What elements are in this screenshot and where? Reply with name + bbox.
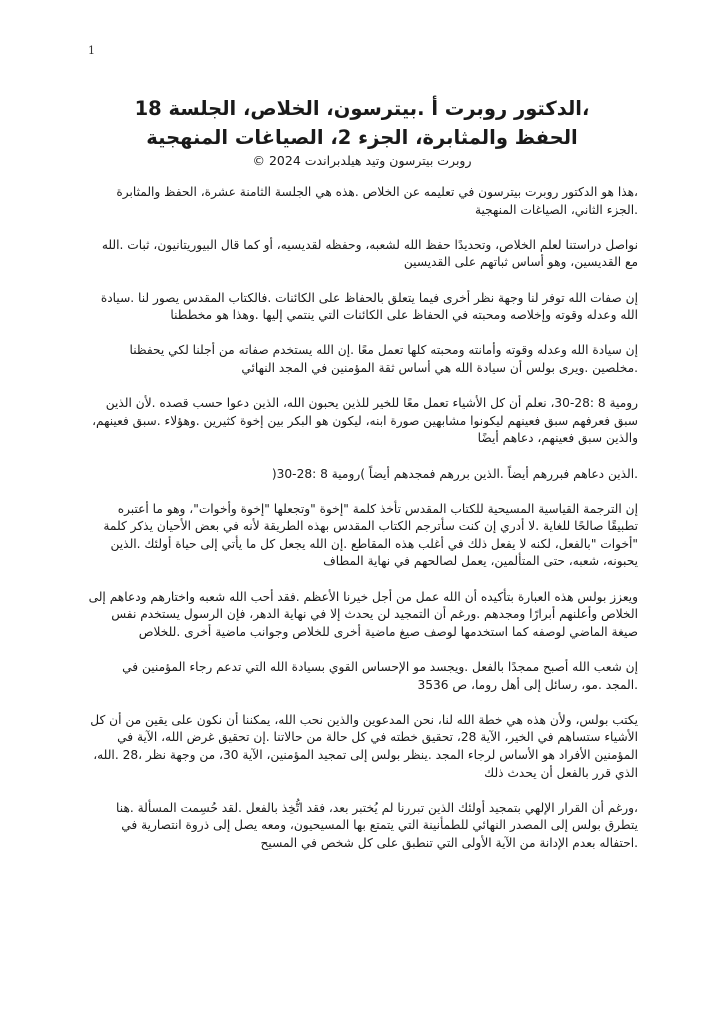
document-body xyxy=(88,184,638,870)
paragraph: رومية 8 :28-30، نعلم أن كل الأشياء تعمل معًا للخير للذين يحبون الله، الذين دعوا حسب قصده .لأن الذين سبق فعرفهم سبق فعينهم ليكونوا مشابهين صورة ابنه، ليكون هو البكر بين إخوة كثيرين .وهؤلاء .سبق فعينهم، والذين سبق فعينهم، دعاهم أيضًا xyxy=(92,396,638,446)
paragraph: .الذين دعاهم فبررهم أيضاً .الذين بررهم فمجدهم أيضاً )رومية 8 :28-30( xyxy=(271,466,638,481)
document-title-line-1: ،الدكتور روبرت أ .بيترسون، الخلاص، الجلسة 18 xyxy=(134,97,590,120)
paragraph: ويعزز بولس هذه العبارة بتأكيده أن الله عمل من أجل خيرنا الأعظم .فقد أحب الله شعبه واختارهم ودعاهم إلى الخلاص وأعلنهم أبرارًا ومجدهم .ورغم أن التمجيد لن يحدث إلا في نهاية الدهر، فإن الرسول يستخدم نفس صيغة الماضي لوصفه كما استخدمها لوصف صيغ ماضية أخرى للخلاص وجوانب ماضية أخرى .للخلاص xyxy=(88,589,638,639)
paragraph: ،هذا هو الدكتور روبرت بيترسون في تعليمه عن الخلاص .هذه هي الجلسة الثامنة عشرة، الحفظ والمثابرة .الجزء الثاني، الصياغات المنهجية xyxy=(116,185,638,217)
title-block xyxy=(100,94,624,170)
paragraph: يكتب بولس، ولأن هذه هي خطة الله لنا، نحن المدعوين والذين نحب الله، يمكننا أن نكون على يقين من أن كل الأشياء ستساهم في الخير، الآية 28، تحقيق خطته في كل حالة من حالاتنا .إن تحقيق غرض الله، الآية في المؤمنين الأفراد هو الأساس لرجاء المجد .ينظر بولس إلى تمجيد المؤمنين، الآية 30، من وجهة نظر ،28 .الله، الذي قرر بالفعل أن يحدث ذلك xyxy=(90,712,638,780)
paragraph: نواصل دراستنا لعلم الخلاص، وتحديدًا حفظ الله لشعبه، وحفظه لقديسيه، أو كما قال البيوريتانيون، ثبات .الله مع القديسين، وهو أساس ثباتهم على القديسين xyxy=(101,237,638,270)
document-title-line-2: الحفظ والمثابرة، الجزء 2، الصياغات المنهجية xyxy=(146,126,578,149)
copyright-line: روبرت بيترسون وتيد هيلدبراندت 2024 © xyxy=(252,153,472,168)
paragraph: إن سيادة الله وعدله وقوته وأمانته ومحبته كلها تعمل معًا .إن الله يستخدم صفاته من أجلنا لكي يحفظنا .مخلصين .ويرى بولس أن سيادة الله هي أساس ثقة المؤمنين في المجد النهائي xyxy=(129,343,638,375)
paragraph: إن شعب الله أصبح ممجدًا بالفعل .ويجسد مو الإحساس القوي بسيادة الله التي تدعم رجاء المؤمنين في .المجد .مو، رسائل إلى أهل روما، ص 3536 xyxy=(122,660,638,692)
paragraph: إن صفات الله توفر لنا وجهة نظر أخرى فيما يتعلق بالحفاظ على الكائنات .فالكتاب المقدس يصور لنا .سيادة الله وعدله وقوته وإخلاصه ومحبته في الحفاظ على الكائنات التي ينتمي إليها .وهذا هو مخططنا xyxy=(100,290,638,323)
paragraph: إن الترجمة القياسية المسيحية للكتاب المقدس تأخذ كلمة "إخوة "وتجعلها "إخوة وأخوات"، وهو ما أعتبره تطبيقًا صالحًا للغاية .لا أدري إن كنت سأترجم الكتاب المقدس بهذه الطريقة لأنه في بعض الأحيان يذكر كلمة "أخوات "بالفعل، لكنه لا يفعل ذلك في أغلب هذه المقاطع .إن الله يجعل كل ما يأتي إلى حياة أولئك .الذين يحبونه، شعبه، حتى المتألمين، يعمل لصالحهم في نهاية المطاف xyxy=(103,501,638,569)
page-number: 1 xyxy=(88,44,95,57)
paragraph: ،ورغم أن القرار الإلهي بتمجيد أولئك الذين تبررنا لم يُختبر بعد، فقد اتُّخِذ بالفعل .لقد حُسِمت المسألة .هنا يتطرق بولس إلى المصدر النهائي للطمأنينة التي يتمتع بها المسيحيون، ومعه يصل إلى ذروة انتصارية في .احتفاله بعدم الإدانة من الآية الأولى التي تنطبق على كل شخص في المسيح xyxy=(116,800,638,850)
